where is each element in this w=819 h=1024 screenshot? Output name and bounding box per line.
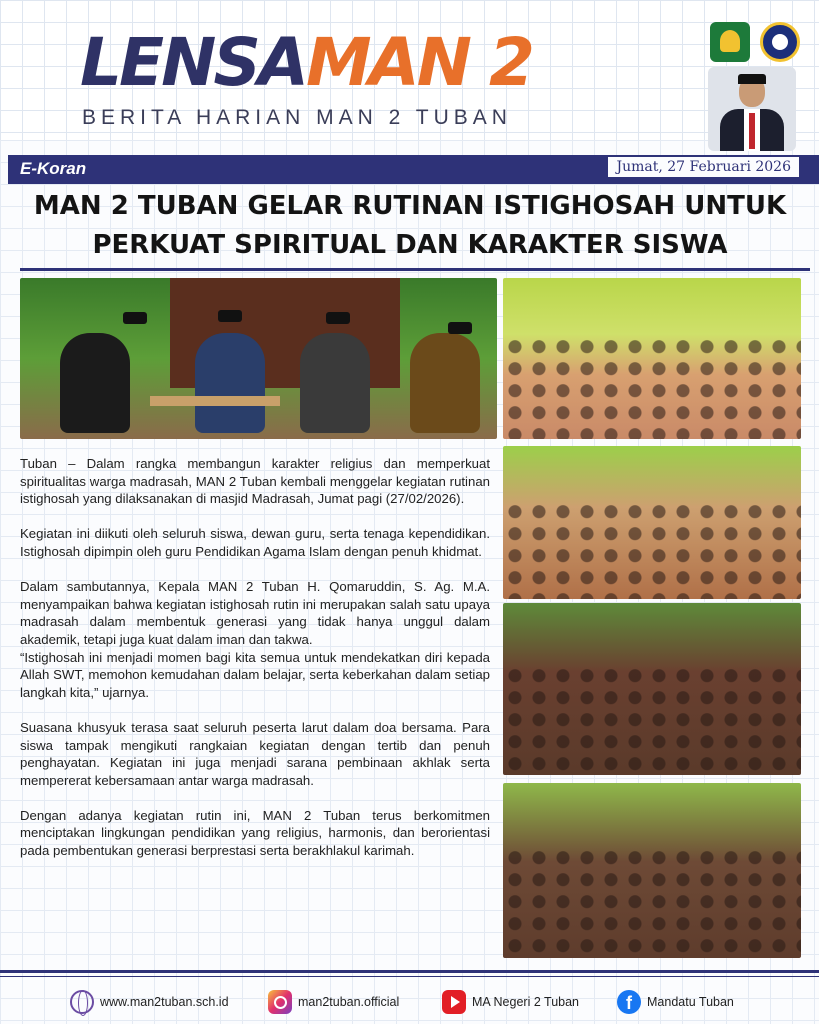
footer-website[interactable] bbox=[70, 990, 229, 1014]
photo-mosque-students-2 bbox=[503, 446, 801, 599]
instagram-icon bbox=[268, 990, 292, 1014]
school-logo-icon bbox=[760, 22, 800, 62]
footer-instagram[interactable] bbox=[268, 990, 399, 1014]
globe-icon bbox=[70, 990, 94, 1014]
brand-part2: MAN 2 bbox=[306, 24, 532, 101]
headmaster-portrait bbox=[708, 67, 796, 151]
article-paragraph: Tuban – Dalam rangka membangun karakter religius dan memperkuat spiritualitas warga madrasah, MAN 2 Tuban kembali menggelar kegiatan rutinan istighosah yang dilaksanakan di masjid Madrasah, Jumat pagi (27/02/2026). bbox=[20, 456, 490, 507]
footer-youtube[interactable] bbox=[442, 990, 579, 1014]
article-body bbox=[20, 455, 490, 877]
youtube-icon bbox=[442, 990, 466, 1014]
masthead bbox=[80, 26, 550, 136]
instagram-link[interactable]: man2tuban.official bbox=[298, 995, 400, 1009]
headline-line1: MAN 2 TUBAN GELAR RUTINAN ISTIGHOSAH UNTUK bbox=[33, 191, 787, 221]
article-quote: “Istighosah ini menjadi momen bagi kita semua untuk mendekatkan diri kepada Allah SWT, memohon kemudahan dalam belajar, serta keberkahan dalam setiap langkah kita,” ujarnya. bbox=[20, 649, 490, 700]
photo-leaders-leading-prayer bbox=[20, 278, 497, 439]
website-link[interactable]: www.man2tuban.sch.id bbox=[100, 995, 229, 1009]
section-label: E-Koran bbox=[20, 159, 87, 178]
facebook-icon: f bbox=[617, 990, 641, 1014]
article-paragraph: Kegiatan ini diikuti oleh seluruh siswa, dewan guru, serta tenaga kependidikan. Istighosah dipimpin oleh guru Pendidikan Agama Islam dengan penuh khidmat. bbox=[20, 526, 490, 559]
brand-logo-text bbox=[80, 26, 532, 100]
photo-female-students-1 bbox=[503, 603, 801, 775]
tagline: BERITA HARIAN MAN 2 TUBAN bbox=[82, 106, 512, 129]
headline bbox=[30, 187, 790, 265]
headline-divider bbox=[20, 268, 810, 271]
article-paragraph: Suasana khusyuk terasa saat seluruh peserta larut dalam doa bersama. Para siswa tampak mengikuti rangkaian kegiatan dengan tertib dan penuh penghayatan. Kegiatan ini juga menjadi sarana pembinaan akhlak serta mempererat kebersamaan antar warga madrasah. bbox=[20, 719, 490, 788]
photo-mosque-students-1 bbox=[503, 278, 801, 439]
publish-date: Jumat, 27 Februari 2026 bbox=[608, 157, 799, 177]
footer-divider bbox=[0, 970, 819, 973]
footer-divider-thin bbox=[0, 976, 819, 977]
article-paragraph: Dengan adanya kegiatan rutin ini, MAN 2 Tuban terus berkomitmen menciptakan lingkungan pendidikan yang religius, harmonis, dan berorientasi pada pembentukan generasi berprestasi serta berakhlakul karimah. bbox=[20, 807, 490, 859]
article-paragraph: Dalam sambutannya, Kepala MAN 2 Tuban H. Qomaruddin, S. Ag. M.A. menyampaikan bahwa kegiatan istighosah rutin ini merupakan salah satu upaya madrasah dalam membentuk generasi yang tidak hanya unggul dalam akademik, tetapi juga kuat dalam iman dan takwa. bbox=[20, 579, 490, 647]
youtube-link[interactable]: MA Negeri 2 Tuban bbox=[472, 995, 580, 1009]
footer-facebook[interactable] bbox=[617, 990, 734, 1014]
headline-line2: PERKUAT SPIRITUAL DAN KARAKTER SISWA bbox=[92, 230, 728, 260]
facebook-link[interactable]: Mandatu Tuban bbox=[647, 995, 734, 1009]
brand-part1: LENSA bbox=[80, 24, 306, 101]
kemenag-logo-icon bbox=[710, 22, 750, 62]
photo-female-students-2 bbox=[503, 783, 801, 958]
